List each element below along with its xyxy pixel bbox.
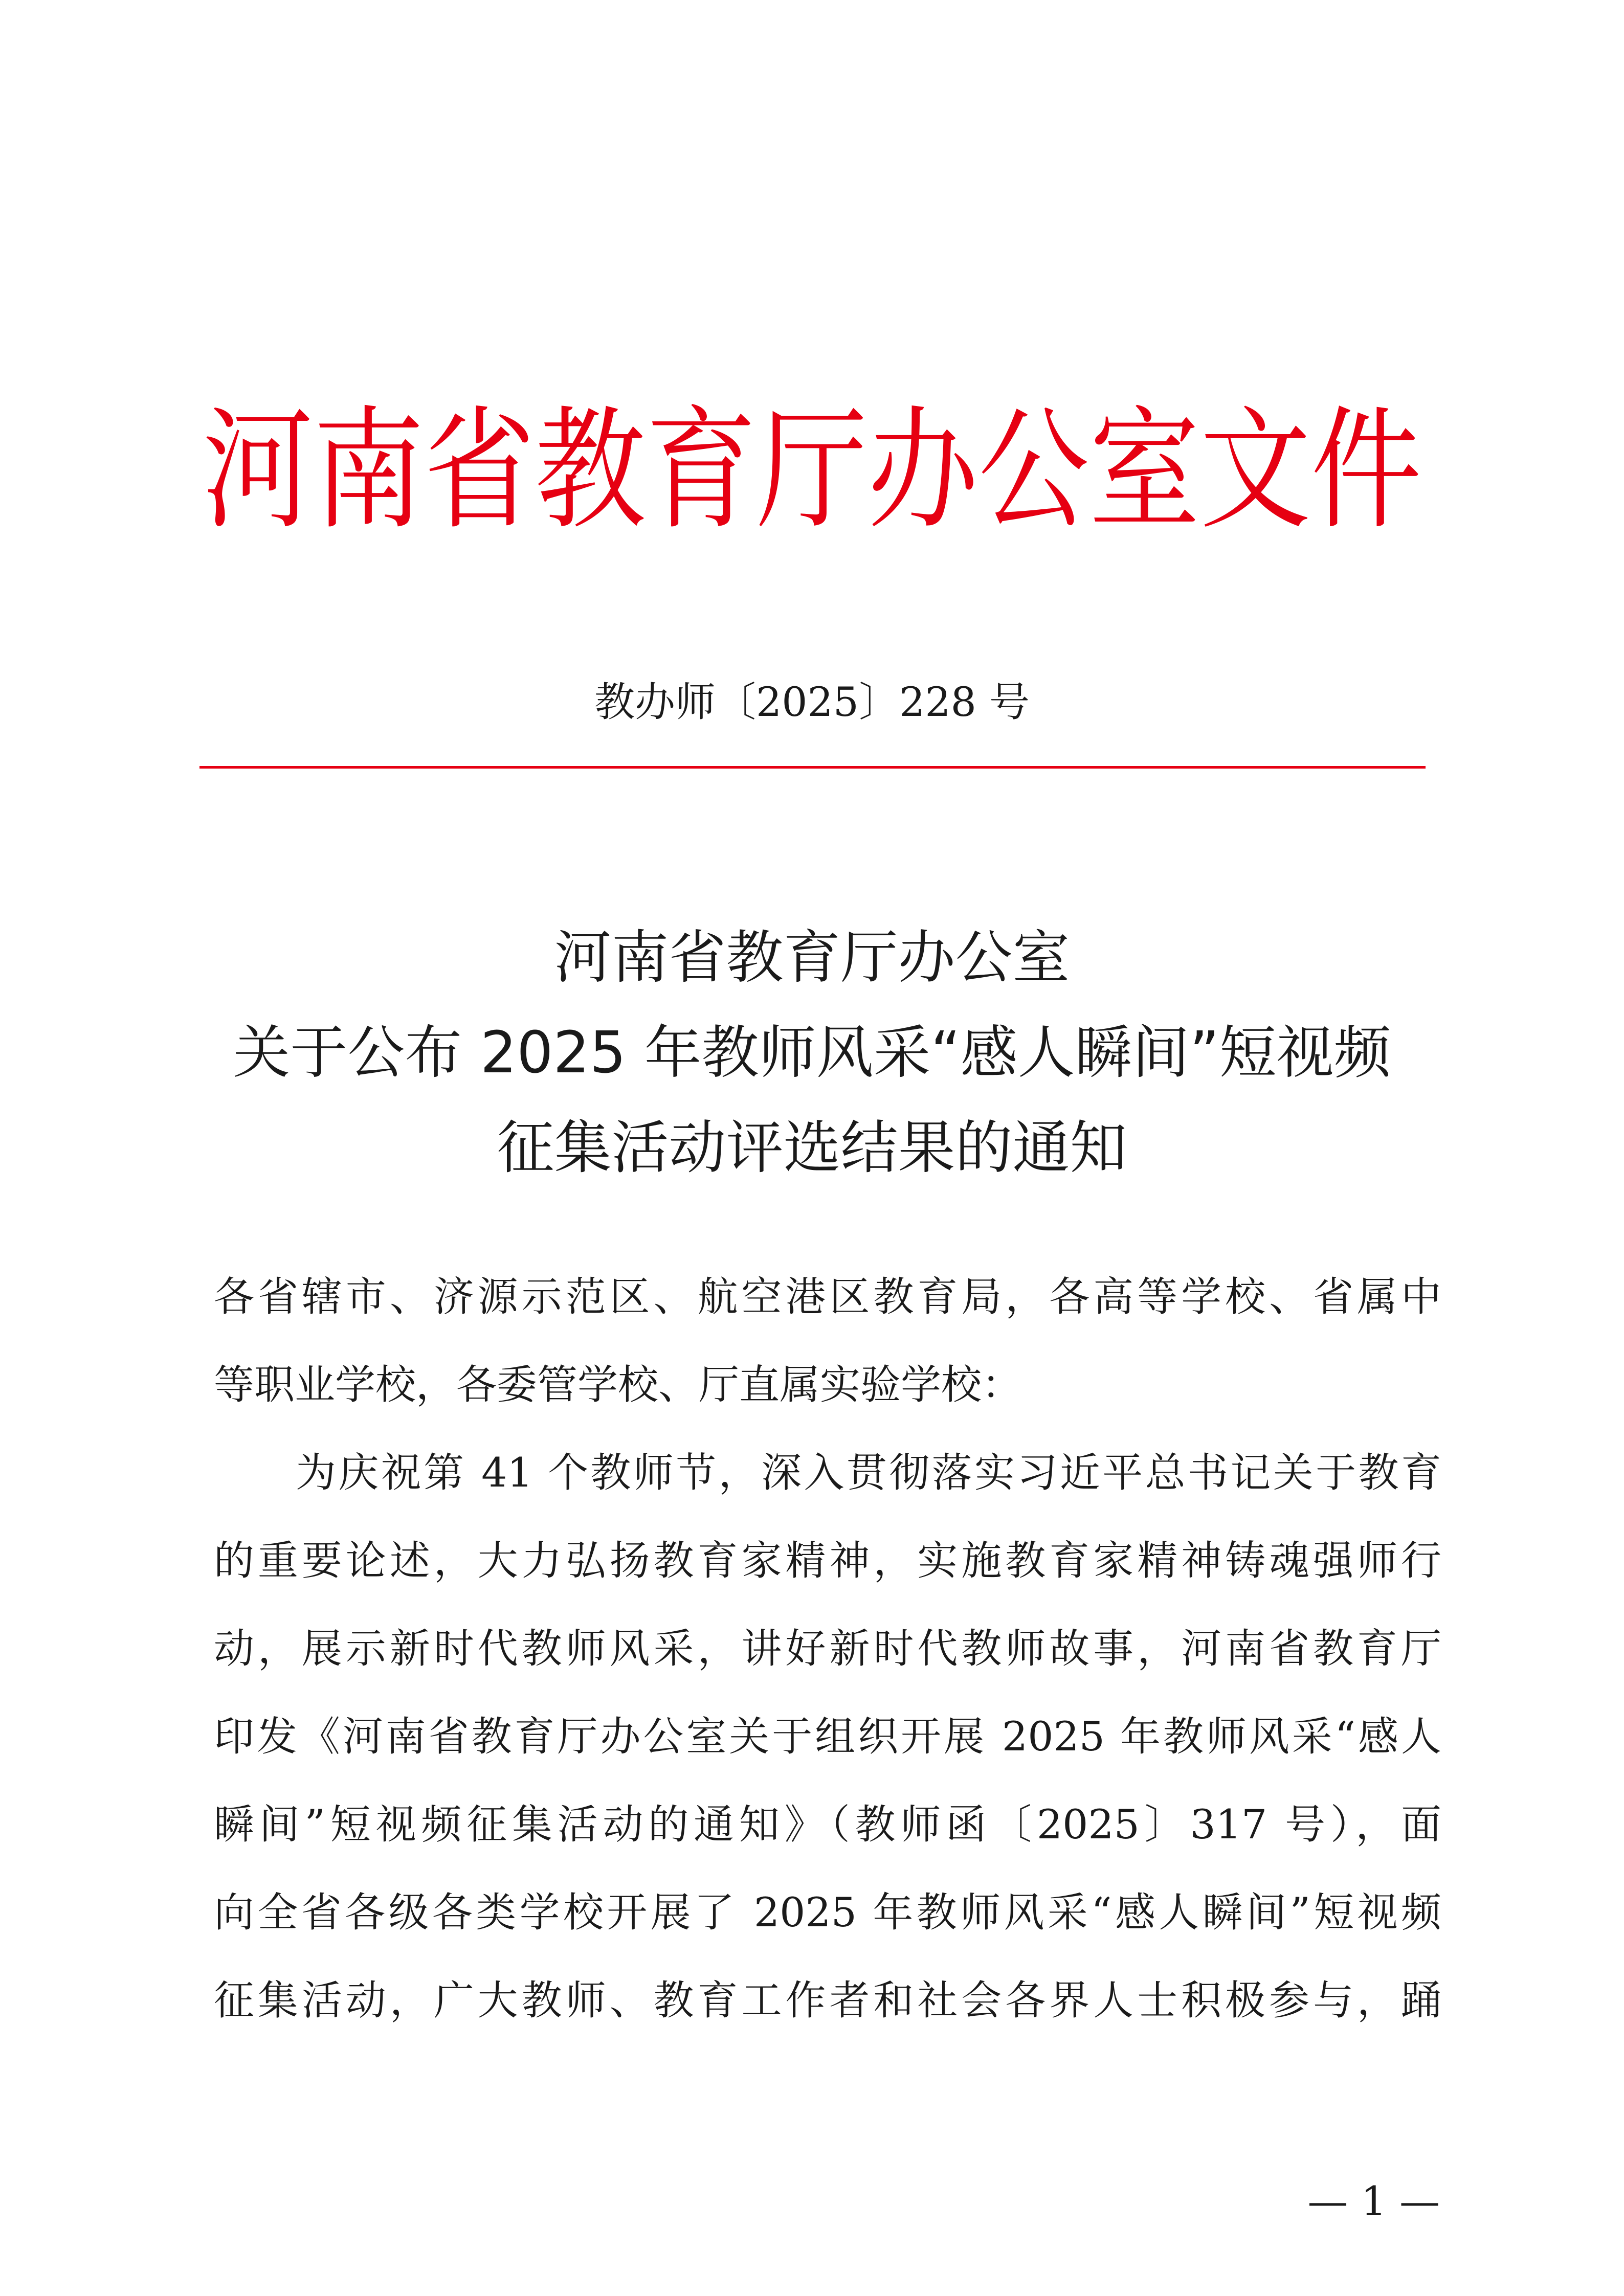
body-line: 为庆祝第 41 个教师节，深入贯彻落实习近平总书记关于教育: [296, 1449, 1441, 1496]
title-line: 河南省教育厅办公室: [554, 925, 1070, 991]
body-line: 的重要论述，大力弘扬教育家精神，实施教育家精神铸魂强师行: [214, 1537, 1441, 1584]
body-line: 向全省各级各类学校开展了 2025 年教师风采“感人瞬间”短视频: [214, 1889, 1441, 1936]
title-line: 关于公布 2025 年教师风采“感人瞬间”短视频: [233, 1020, 1391, 1086]
document-number: 教办师〔2025〕228 号: [594, 679, 1030, 726]
addressee-line: 各省辖市、济源示范区、航空港区教育局，各高等学校、省属中: [214, 1273, 1441, 1320]
body-line: 征集活动，广大教师、教育工作者和社会各界人士积极参与，踊: [214, 1977, 1441, 2024]
addressee-line: 等职业学校，各委管学校、厅直属实验学校：: [214, 1361, 1022, 1408]
body-line: 瞬间”短视频征集活动的通知》（教师函〔2025〕317 号），面: [214, 1801, 1441, 1848]
document-body: [214, 1253, 1441, 2044]
body-line: 印发《河南省教育厅办公室关于组织开展 2025 年教师风采“感人: [214, 1713, 1441, 1760]
body-line: 动，展示新时代教师风采，讲好新时代教师故事，河南省教育厅: [214, 1625, 1441, 1672]
document-header-title: 河南省教育厅办公室文件: [202, 394, 1422, 547]
header-divider: [199, 766, 1426, 769]
notice-title: [0, 910, 1624, 1196]
page-number: — 1 —: [1307, 2178, 1440, 2225]
title-line: 征集活动评选结果的通知: [497, 1115, 1127, 1181]
